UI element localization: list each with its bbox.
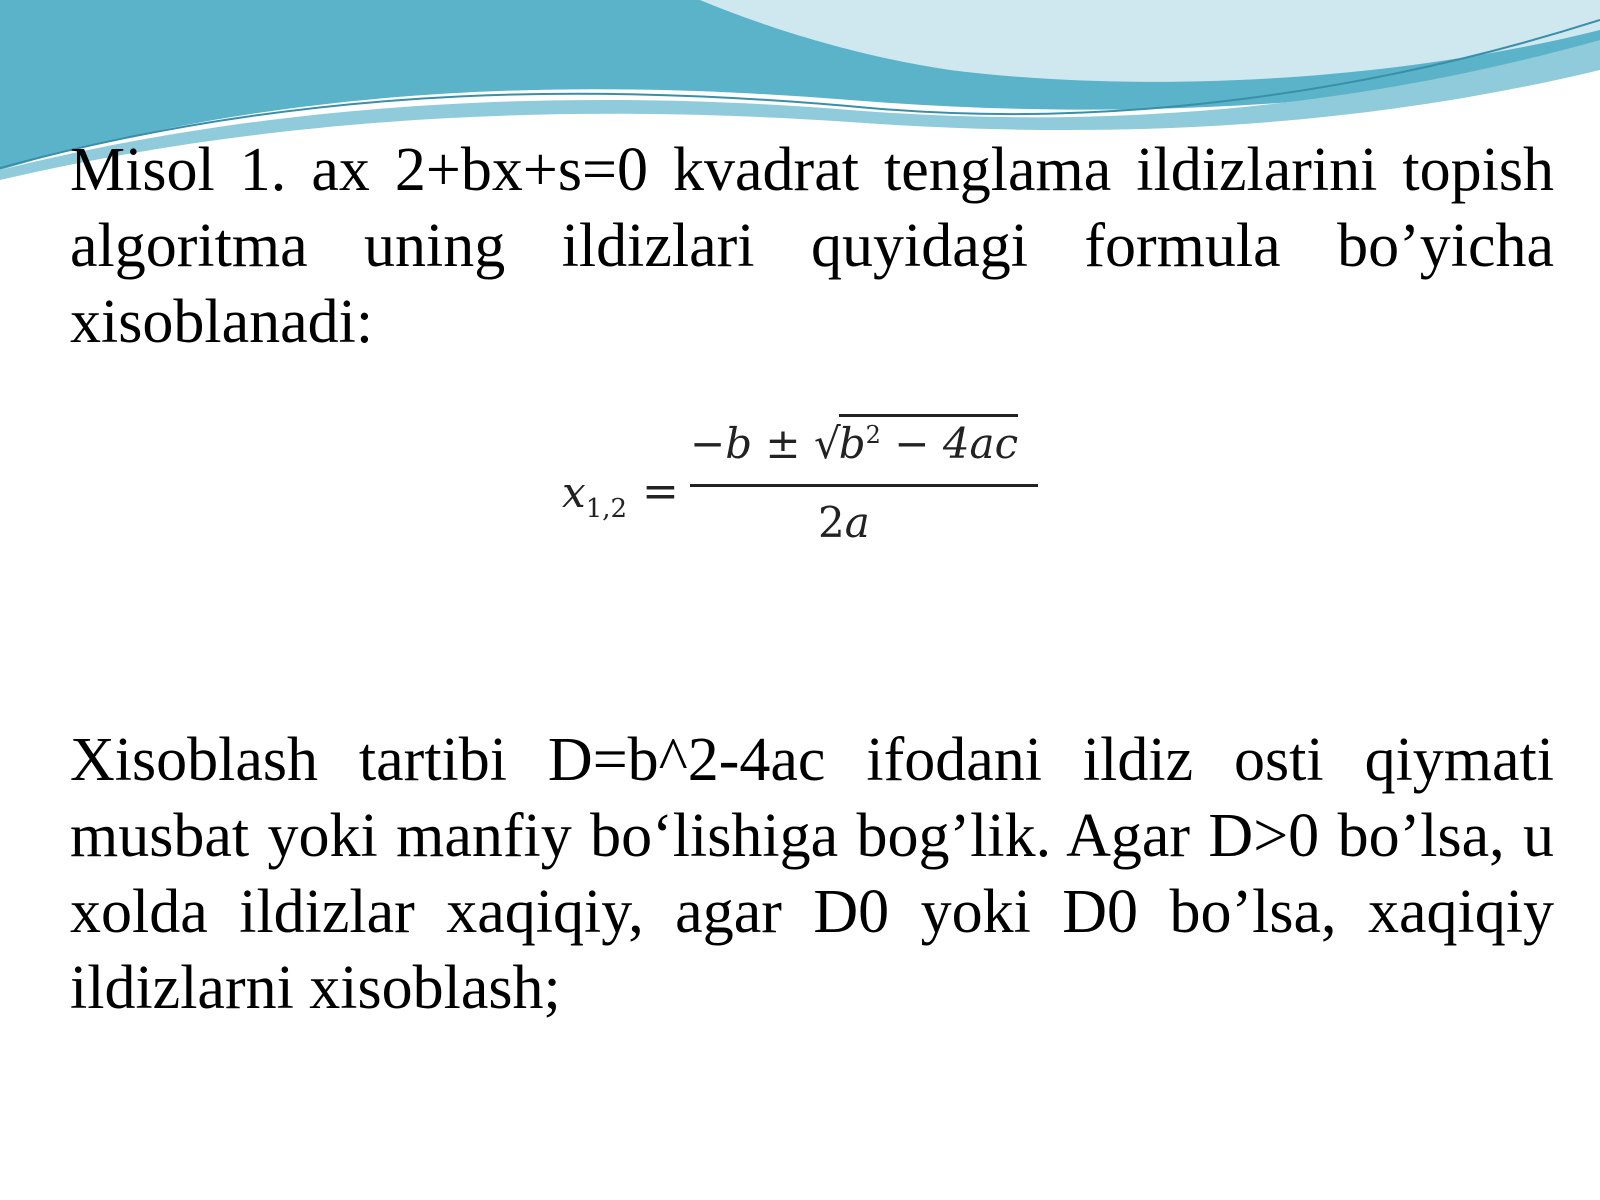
intro-paragraph: Misol 1. ax 2+bx+s=0 kvadrat tenglama ildizlarini topish algoritma uning ildizlari quyidagi formula bo’yicha xisoblanadi: [70, 136, 1554, 356]
quadratic-formula [540, 410, 1100, 570]
explanation-paragraph: Xisoblash tartibi D=b^2-4ac ifodani ildiz osti qiymati musbat yoki manfiy bo‘lishiga bog’lik. Agar D>0 bo’lsa, u xolda ildizlar xaqiqiy, agar D0 yoki D0 bo’lsa, xaqiqiy ildizlarni xisoblash; [70, 726, 1554, 1022]
formula-lhs: $x_{1,2}$ [562, 468, 628, 524]
formula-equals: = [642, 466, 679, 517]
formula-denominator: 2a [818, 498, 870, 547]
sqrt-symbol: √ [813, 419, 841, 468]
radicand: $b^2 - 4ac$ [839, 414, 1018, 468]
fraction-bar [690, 484, 1038, 487]
formula-numerator: $-b \pm √b^2 - 4ac$ [690, 414, 1018, 468]
